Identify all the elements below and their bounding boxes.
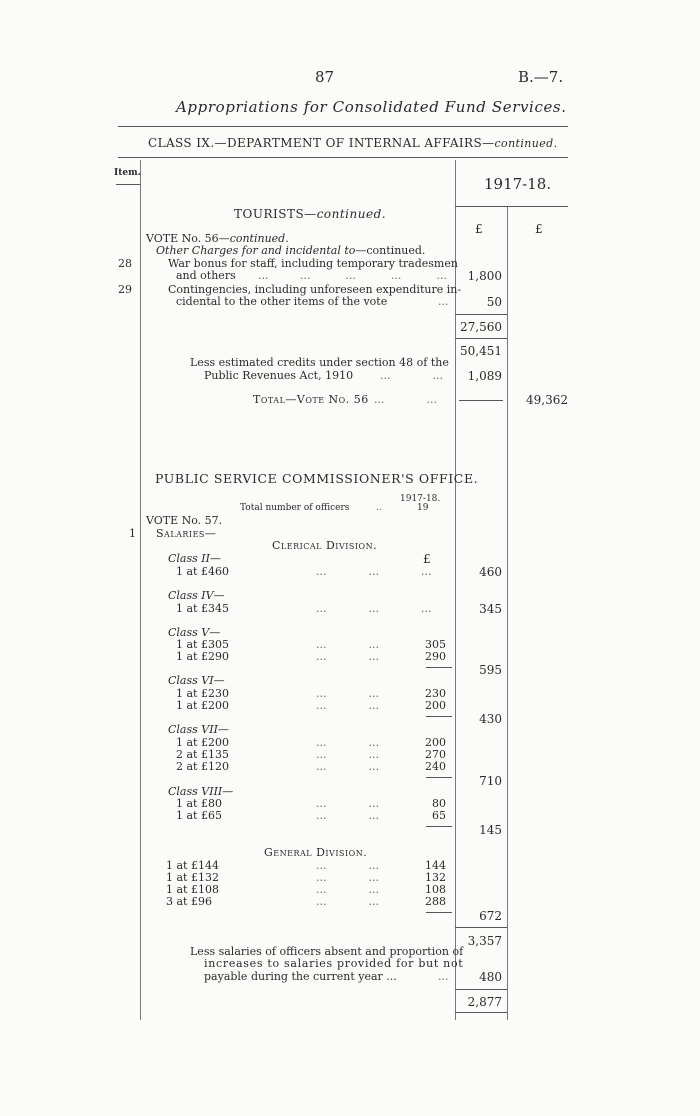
leader-dots: ... ... — [316, 699, 379, 712]
leader-dots: ... ... — [316, 687, 379, 700]
salary-value: 240 — [425, 760, 446, 773]
subtotal-rule — [455, 927, 507, 928]
item-value: 1,800 — [467, 269, 502, 283]
leader-dots: ... ... — [316, 883, 379, 896]
general-division-heading: General Division. — [264, 846, 368, 859]
salary-row: 1 at £230 — [176, 687, 229, 700]
leader-dots: ... ... — [316, 736, 379, 749]
leader-dots: ... ... — [316, 871, 379, 884]
salary-row: 1 at £108 — [166, 883, 219, 896]
salary-row: 1 at £65 — [176, 809, 222, 822]
leader-dots: ... ... — [316, 650, 379, 663]
total-vote-56-value: 49,362 — [526, 393, 568, 407]
subtotal-rule — [455, 314, 507, 315]
pound-sign: £ — [423, 552, 431, 566]
salary-value: 132 — [425, 871, 446, 884]
vote-57-line: VOTE No. 57. — [146, 514, 223, 527]
header-bottom-rule — [118, 157, 568, 158]
salary-value: 65 — [432, 809, 446, 822]
item-column-rule — [140, 160, 141, 1020]
less-salaries-value: 480 — [479, 970, 502, 984]
salary-row: 1 at £345 — [176, 602, 229, 615]
salary-value: 305 — [425, 638, 446, 651]
class-heading — [148, 136, 558, 150]
salary-row: 2 at £120 — [176, 760, 229, 773]
officers-label: Total number of officers — [240, 503, 350, 513]
vote-56-continued: continued. — [229, 232, 289, 245]
class-total: 460 — [479, 565, 502, 579]
officers-count: 19 — [417, 503, 429, 513]
general-total: 672 — [479, 909, 502, 923]
class-sum-rule — [426, 912, 452, 913]
salary-row: 1 at £305 — [176, 638, 229, 651]
salary-value: 288 — [425, 895, 446, 908]
item-header-rule — [116, 184, 140, 185]
salary-row: 1 at £144 — [166, 859, 219, 872]
class-label: Class V— — [168, 626, 221, 639]
less-salaries-line1: Less salaries of officers absent and proportion of — [190, 945, 464, 958]
class-sum-rule — [426, 716, 452, 717]
salary-value: 144 — [425, 859, 446, 872]
leader-dots: ... — [438, 295, 449, 308]
class-heading-continued: continued. — [494, 137, 558, 150]
leader-dots: ... ... — [316, 748, 379, 761]
leader-dots: ... ... — [316, 859, 379, 872]
less-credits-line1: Less estimated credits under section 48 of the — [190, 356, 449, 369]
year-column-header: 1917-18. — [484, 175, 552, 193]
class-sum-rule — [426, 667, 452, 668]
class-label: Class VI— — [168, 674, 225, 687]
net-rule — [455, 989, 507, 990]
subtotal-rule — [455, 338, 507, 339]
class-total: 595 — [479, 663, 502, 677]
salary-row: 3 at £96 — [166, 895, 212, 908]
class-heading-text: CLASS IX.—DEPARTMENT OF INTERNAL AFFAIRS— — [148, 136, 495, 150]
amount-column-mid-rule — [507, 206, 508, 1020]
leader-dots: ... ... ... — [316, 602, 432, 615]
leader-dots: ... ... — [316, 760, 379, 773]
page-title: Appropriations for Consolidated Fund Services. — [176, 98, 567, 116]
salary-value: 200 — [425, 736, 446, 749]
salaries-net-total: 2,877 — [467, 995, 502, 1009]
class-total: 345 — [479, 602, 502, 616]
leader-dots: ... ... — [316, 895, 379, 908]
salary-row: 2 at £135 — [176, 748, 229, 761]
tourists-subtotal-2: 50,451 — [460, 344, 502, 358]
salary-value: 200 — [425, 699, 446, 712]
net-bottom-rule — [455, 1012, 507, 1013]
leader-dots: ... ... — [316, 638, 379, 651]
page-reference: B.—7. — [518, 68, 564, 86]
tourists-subtotal: 27,560 — [460, 320, 502, 334]
salary-row: 1 at £290 — [176, 650, 229, 663]
leader-dots: ... ... — [316, 797, 379, 810]
class-label: Class VII— — [168, 723, 229, 736]
leader-dots: ... ... — [316, 809, 379, 822]
leader-dots: ... ... — [374, 393, 437, 406]
item-number: 28 — [118, 257, 132, 270]
salaries-subtotal: 3,357 — [467, 934, 502, 948]
pound-sign-col1: £ — [475, 222, 483, 236]
salaries-label: Salaries— — [156, 527, 217, 540]
other-charges-line — [156, 244, 425, 257]
item-description: and others — [176, 269, 236, 282]
page-number: 87 — [315, 68, 335, 86]
leader-dots: ... ... ... — [316, 565, 432, 578]
class-label: Class VIII— — [168, 785, 234, 798]
class-label: Class IV— — [168, 589, 225, 602]
salary-value: 270 — [425, 748, 446, 761]
officers-year: 1917-18. — [400, 494, 441, 504]
leader-dots: ... ... ... ... ... — [258, 269, 447, 282]
item-column-header: Item. — [114, 168, 141, 178]
salary-row: 1 at £132 — [166, 871, 219, 884]
leader-dots: ... ... — [380, 369, 443, 382]
tourists-heading-continued: continued. — [316, 207, 387, 221]
less-salaries-line3: payable during the current year ... — [204, 970, 397, 983]
item-number: 29 — [118, 283, 132, 296]
class-total: 145 — [479, 823, 502, 837]
year-header-rule — [455, 206, 568, 207]
salary-row: 1 at £200 — [176, 699, 229, 712]
less-salaries-line2: increases to salaries provided for but not — [204, 957, 464, 970]
salary-row: 1 at £460 — [176, 565, 229, 578]
class-total: 710 — [479, 774, 502, 788]
clerical-division-heading: Clerical Division. — [272, 539, 378, 552]
tourists-heading — [234, 207, 386, 221]
class-sum-rule — [426, 777, 452, 778]
salary-value: 230 — [425, 687, 446, 700]
other-charges-continued: —continued. — [355, 244, 426, 257]
item-description: Contingencies, including unforeseen expenditure in- — [168, 283, 462, 296]
item-description: cidental to the other items of the vote — [176, 295, 388, 308]
salary-row: 1 at £80 — [176, 797, 222, 810]
item-description: War bonus for staff, including temporary tradesmen — [168, 257, 458, 270]
vote-56-text: VOTE No. 56— — [146, 232, 230, 245]
less-credits-line2: Public Revenues Act, 1910 — [204, 369, 354, 382]
class-sum-rule — [426, 826, 452, 827]
item-number: 1 — [129, 527, 136, 540]
leader-dots: ... — [438, 970, 449, 983]
class-label: Class II— — [168, 552, 221, 565]
item-value: 50 — [486, 295, 502, 309]
total-vote-56-label: Total—Vote No. 56 — [253, 393, 369, 406]
other-charges-text: Other Charges for and incidental to — [156, 244, 356, 257]
header-top-rule — [118, 126, 568, 127]
class-total: 430 — [479, 712, 502, 726]
pound-sign-col2: £ — [535, 222, 543, 236]
total-dash-rule — [459, 400, 503, 401]
less-credits-value: 1,089 — [467, 369, 502, 383]
salary-value: 108 — [425, 883, 446, 896]
salary-value: 290 — [425, 650, 446, 663]
psc-heading: PUBLIC SERVICE COMMISSIONER'S OFFICE. — [155, 471, 479, 486]
leader-dots: .. — [376, 503, 382, 513]
tourists-heading-text: TOURISTS— — [234, 207, 317, 221]
salary-value: 80 — [432, 797, 446, 810]
salary-row: 1 at £200 — [176, 736, 229, 749]
